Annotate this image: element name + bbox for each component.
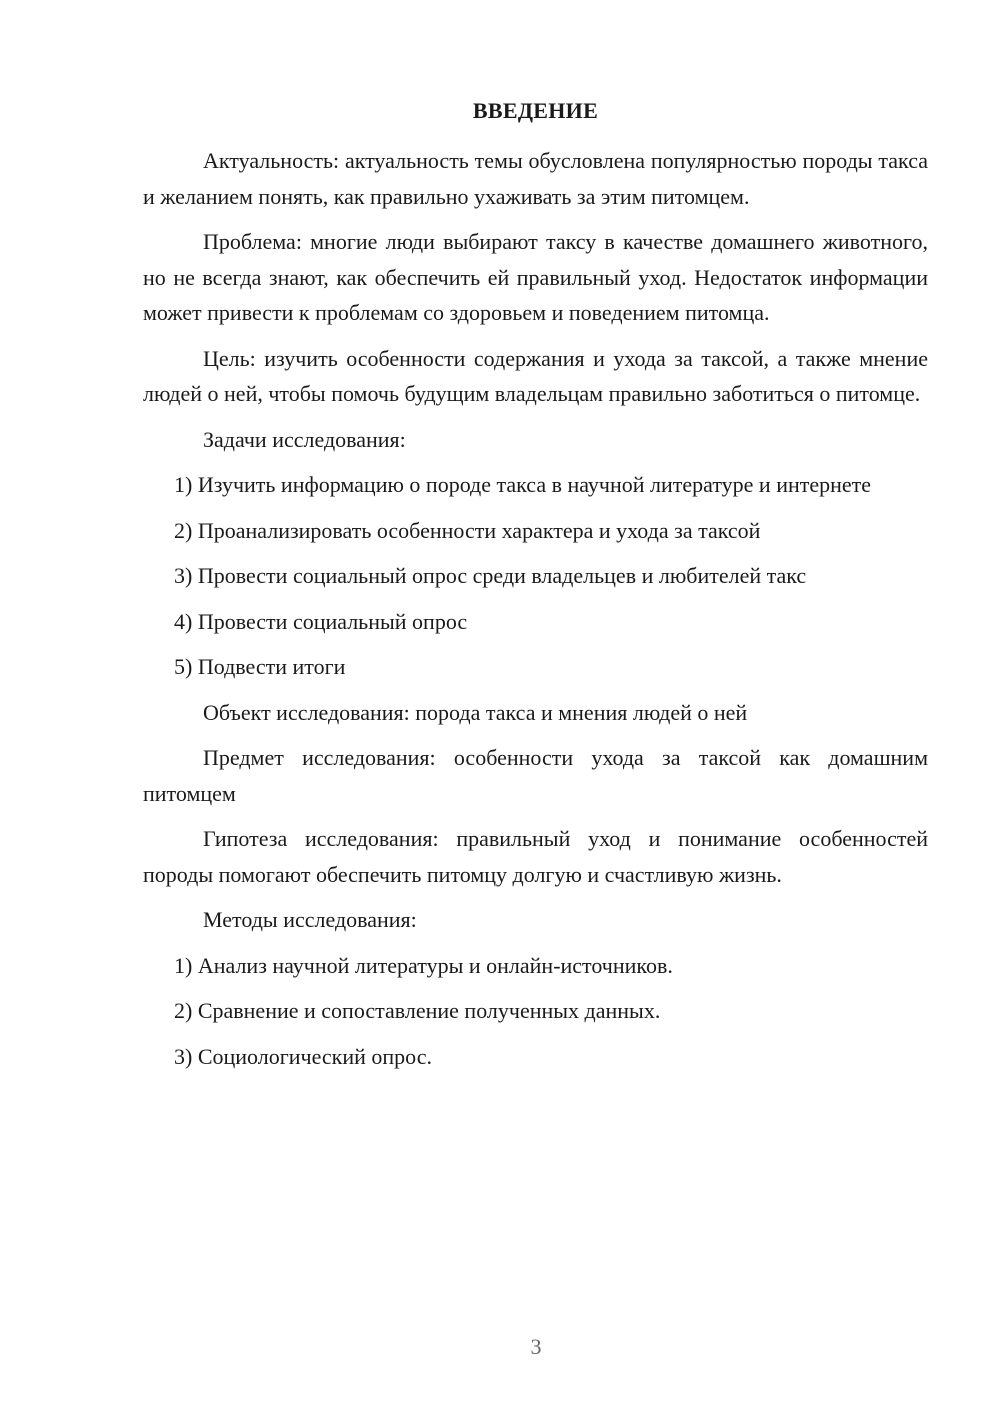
hypothesis-paragraph: Гипотеза исследования: правильный уход и понимание особенностей породы помогают обеспечить питомцу долгую и счастливую жизнь.	[143, 826, 928, 887]
task-item: 5) Подвести итоги	[174, 654, 346, 679]
page-title: ВВЕДЕНИЕ	[472, 98, 599, 123]
subject-paragraph: Предмет исследования: особенности ухода за таксой как домашним питомцем	[143, 745, 928, 806]
object-paragraph: Объект исследования: порода такса и мнения людей о ней	[203, 699, 748, 725]
methods-heading: Методы исследования:	[203, 907, 417, 932]
relevance-paragraph: Актуальность: актуальность темы обусловлена популярностью породы такса и желанием понять, как правильно ухаживать за этим питомцем.	[143, 148, 928, 209]
method-item: 3) Социологический опрос.	[174, 1043, 432, 1069]
task-item: 4) Провести социальный опрос	[174, 608, 468, 634]
goal-paragraph: Цель: изучить особенности содержания и ухода за таксой, а также мнение людей о ней, чтобы помочь будущим владельцам правильно заботиться о питомце.	[143, 345, 928, 406]
task-item: 2) Проанализировать особенности характера и ухода за таксой	[174, 517, 761, 543]
task-item: 1) Изучить информацию о породе такса в научной литературе и интернете	[174, 472, 872, 497]
document-body	[143, 143, 928, 1084]
method-item: 2) Сравнение и сопоставление полученных данных.	[174, 998, 661, 1023]
tasks-heading: Задачи исследования:	[203, 426, 406, 452]
task-item: 3) Провести социальный опрос среди владельцев и любителей такс	[174, 563, 807, 588]
page-number: 3	[530, 1334, 542, 1359]
problem-paragraph: Проблема: многие люди выбирают таксу в качестве домашнего животного, но не всегда знают, как обеспечить ей правильный уход. Недостаток информации может привести к проблемам со здоровьем и поведением питомца.	[143, 229, 928, 325]
method-item: 1) Анализ научной литературы и онлайн-источников.	[174, 952, 673, 978]
